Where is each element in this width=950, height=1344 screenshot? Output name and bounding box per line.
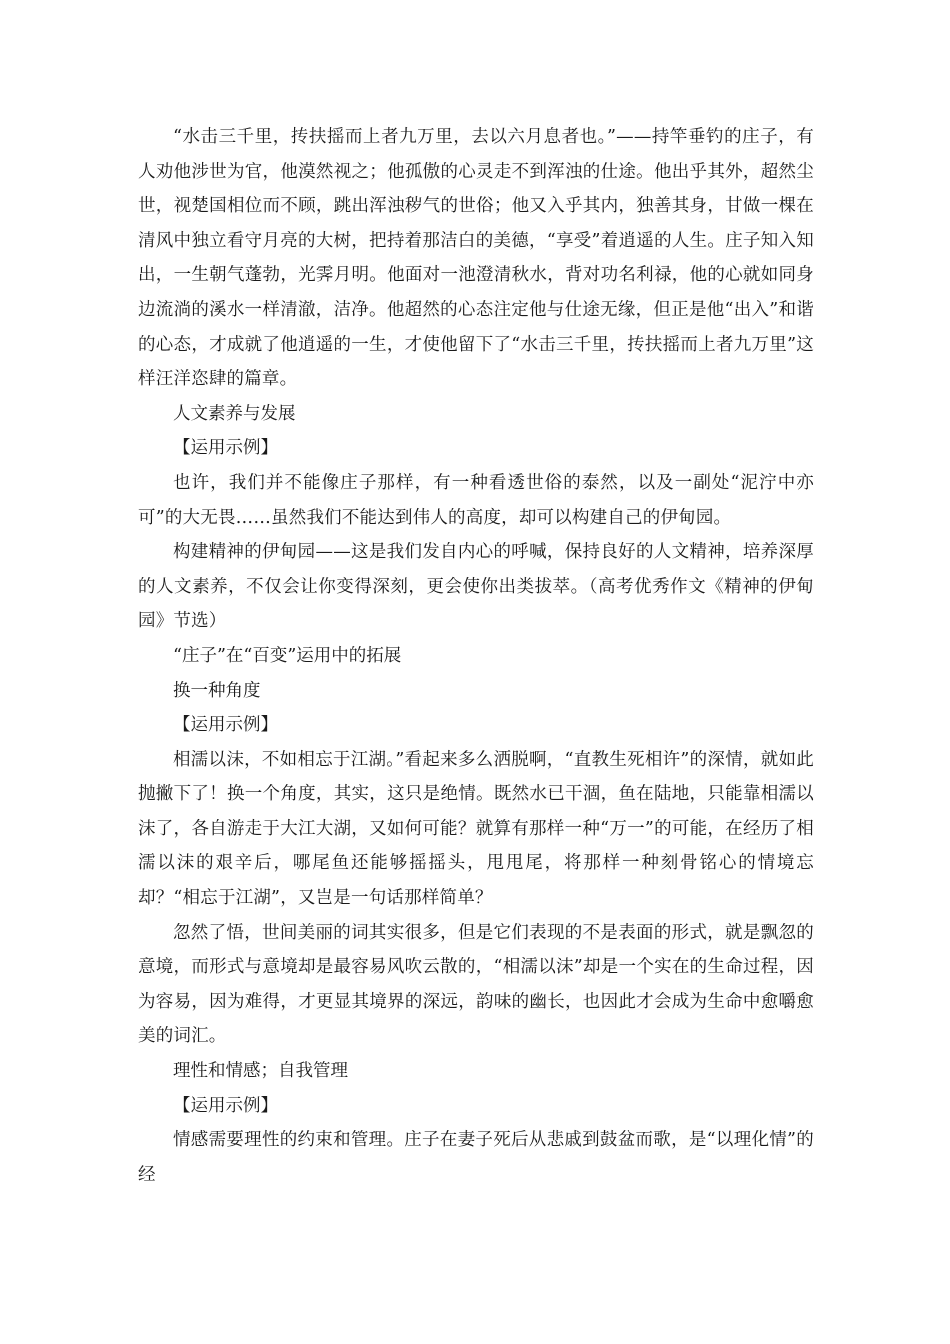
paragraph-xiangru-1: 相濡以沫，不如相忘于江湖。”看起来多么洒脱啊，“直教生死相许”的深情，就如此抛撇下了！换一个角度，其实，这只是绝情。既然水已干涸，鱼在陆地，只能靠相濡以沫了，各自游走于大江大湖，又如何可能？就算有那样一种“万一”的可能，在经历了相濡以沫的艰辛后，哪尾鱼还能够摇摇头，甩甩尾，将那样一种刻骨铭心的情境忘却？“相忘于江湖”，又岂是一句话那样简单？ — [138, 749, 814, 909]
heading-reason-emotion: 理性和情感；自我管理 — [173, 1061, 348, 1082]
heading-example-3: 【运用示例】 — [173, 1095, 278, 1116]
paragraph-zhuangzi-intro: “水击三千里，抟扶摇而上者九万里，去以六月息者也。”——持竿垂钓的庄子，有人劝他涉世为官，他漠然视之；他孤傲的心灵走不到浑浊的仕途。他出乎其外，超然尘世，视楚国相位而不顾，跳出浑浊秽气的世俗；他又入乎其内，独善其身，甘做一棵在清风中独立看守月亮的大树，把持着那洁白的美德，“享受”着逍遥的人生。庄子知入知出，一生朝气蓬勃，光霁月明。他面对一池澄清秋水，背对功名利禄，他的心就如同身边流淌的溪水一样清澈，洁净。他超然的心态注定他与仕途无缘，但正是他“出入”和谐的心态，才成就了他逍遥的一生，才使他留下了“水击三千里，抟扶摇而上者九万里”这样汪洋恣肆的篇章。 — [138, 127, 814, 390]
paragraph-xiangru-2: 忽然了悟，世间美丽的词其实很多，但是它们表现的不是表面的形式，就是飘忽的意境，而形式与意境却是最容易风吹云散的，“相濡以沫”却是一个实在的生命过程，因为容易，因为难得，才更显其境界的深远，韵味的幽长，也因此才会成为生命中愈嚼愈美的词汇。 — [138, 922, 814, 1047]
heading-another-angle: 换一种角度 — [173, 680, 261, 701]
paragraph-eden-2: 构建精神的伊甸园——这是我们发自内心的呼喊，保持良好的人文精神，培养深厚的人文素养，不仅会让你变得深刻，更会使你出类拔萃。（高考优秀作文《精神的伊甸园》节选） — [138, 542, 814, 632]
heading-example-2: 【运用示例】 — [173, 715, 278, 736]
paragraph-emotion: 情感需要理性的约束和管理。庄子在妻子死后从悲戚到鼓盆而歌，是“以理化情”的经 — [138, 1130, 814, 1185]
document-body — [138, 120, 814, 1192]
heading-example-1: 【运用示例】 — [173, 438, 278, 459]
heading-humanities: 人文素养与发展 — [173, 403, 296, 424]
paragraph-eden-1: 也许，我们并不能像庄子那样，有一种看透世俗的泰然，以及一副处“泥泞中亦可”的大无畏……虽然我们不能达到伟人的高度，却可以构建自己的伊甸园。 — [138, 472, 814, 528]
heading-extension: “庄子”在“百变”运用中的拓展 — [173, 645, 402, 666]
